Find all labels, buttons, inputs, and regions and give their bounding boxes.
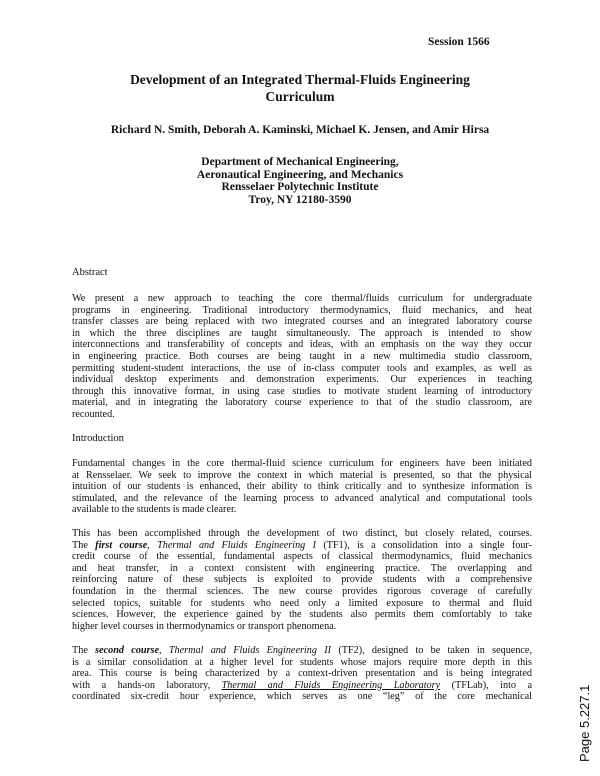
affiliation-line: Troy, NY 12180-3590 xyxy=(248,193,352,206)
affiliation-line: Aeronautical Engineering, and Mechanics xyxy=(196,168,404,181)
abstract-line: individual desktop experiments and demonstration experiments. Our experiences in teaching xyxy=(72,374,532,386)
intro-line: intuition of our students is enhanced, their ability to think critically and to synthesize information is xyxy=(72,481,532,493)
abstract-line: programs in engineering. Traditional introductory thermodynamics, fluid mechanics, and heat xyxy=(72,304,532,316)
first-course-term: first course xyxy=(95,539,148,551)
intro-line: reinforcing nature of these subjects is exploited to provide students with a comprehensive xyxy=(72,574,532,586)
text-run: (TFLab), into a xyxy=(440,679,532,691)
intro-line: credit course of the essential, fundamental aspects of classical thermodynamics, fluid mechanics xyxy=(72,551,532,563)
text-run: (TF1), is a consolidation into a single four- xyxy=(316,539,532,551)
second-course-term: second course xyxy=(95,645,160,656)
abstract-line: in which the three disciplines are taught simultaneously. The approach is intended to show xyxy=(72,327,532,339)
author-list: Richard N. Smith, Deborah A. Kaminski, Michael K. Jensen, and Amir Hirsa xyxy=(110,124,490,136)
text-run: with a hands-on laboratory, xyxy=(72,679,222,691)
text-run: , xyxy=(147,539,158,551)
intro-line-course-1 xyxy=(72,540,532,552)
abstract-line: interconnections and transferability of concepts and ideas, with an emphasis on the way they occur xyxy=(72,339,532,351)
intro-line: selected topics, suitable for students who need only a limited exposure to thermal and fluid xyxy=(72,597,532,609)
intro-paragraph-2 xyxy=(72,528,532,632)
affiliation-line: Rensselaer Polytechnic Institute xyxy=(221,181,379,194)
abstract-line: in engineering practice. Both courses are being taught in a new multimedia studio classroom, xyxy=(72,350,532,362)
page-number-stamp: Page 5.227.1 xyxy=(577,684,592,762)
text-run: The xyxy=(72,539,96,551)
abstract-paragraph xyxy=(72,293,532,421)
text-run: The xyxy=(72,645,96,656)
intro-line: coordinated six-credit hour experience, which serves as one “leg” of the core mechanical xyxy=(72,691,532,703)
abstract-line: material, and in integrating the laboratory course experience to that of the studio classroom, are xyxy=(72,397,532,409)
intro-line: This has been accomplished through the development of two distinct, but closely related, courses. xyxy=(72,528,532,539)
abstract-line: permitting student-student interactions, the use of in-class computer tools and examples, as well as xyxy=(72,362,532,374)
intro-line: higher level courses in thermodynamics or transport phenomena. xyxy=(72,620,337,632)
affiliation-block xyxy=(120,156,480,206)
text-run: (TF2), designed to be taken in sequence, xyxy=(331,645,533,656)
intro-line: foundation in the thermal sciences. The new course provides rigorous coverage of carefully xyxy=(72,585,532,597)
intro-line: area. This course is being characterized by a context-driven presentation and is being integrated xyxy=(72,668,532,680)
abstract-heading: Abstract xyxy=(72,267,108,278)
intro-line: stimulated, and the relevance of the learning process to advanced analytical and computational tools xyxy=(72,492,532,504)
intro-line-course-2 xyxy=(72,645,532,657)
abstract-line: transfer classes are being replaced with two integrated courses and an integrated laboratory course xyxy=(72,316,532,328)
abstract-line: recounted. xyxy=(72,408,115,420)
course-title-tf2: Thermal and Fluids Engineering II xyxy=(168,645,332,656)
session-label: Session 1566 xyxy=(428,36,490,48)
intro-line: sciences. However, the experience gained by the students also permits them comfortably to take xyxy=(72,609,532,621)
intro-line: available to the students is made clearer. xyxy=(72,504,237,516)
intro-line: and heat transfer, in a context consistent with engineering practice. The overlapping and xyxy=(72,562,532,574)
intro-paragraph-3 xyxy=(72,645,532,703)
abstract-line: We present a new approach to teaching the core thermal/fluids curriculum for undergraduate xyxy=(72,293,532,304)
intro-line: Fundamental changes in the core thermal-fluid science curriculum for engineers have been initiated xyxy=(72,458,532,469)
text-run: , xyxy=(159,645,169,656)
intro-line: is a similar consolidation at a higher level for students whose majors require more depth in this xyxy=(72,656,532,668)
title-line-1: Development of an Integrated Thermal-Fluids Engineering xyxy=(130,72,470,87)
intro-line-lab xyxy=(72,680,532,692)
affiliation-line: Department of Mechanical Engineering, xyxy=(201,156,399,168)
paper-title xyxy=(60,71,540,105)
introduction-heading: Introduction xyxy=(72,433,124,444)
course-title-tflab: Thermal and Fluids Engineering Laboratory xyxy=(221,679,441,691)
course-title-tf1: Thermal and Fluids Engineering I xyxy=(157,539,316,551)
intro-line: at Rensselaer. We seek to improve the context in which material is presented, so that the physical xyxy=(72,469,532,481)
intro-paragraph-1 xyxy=(72,458,532,516)
abstract-line: through this innovative format, in using case studies to motivate student learning of introductory xyxy=(72,385,532,397)
title-line-2: Curriculum xyxy=(265,89,335,104)
